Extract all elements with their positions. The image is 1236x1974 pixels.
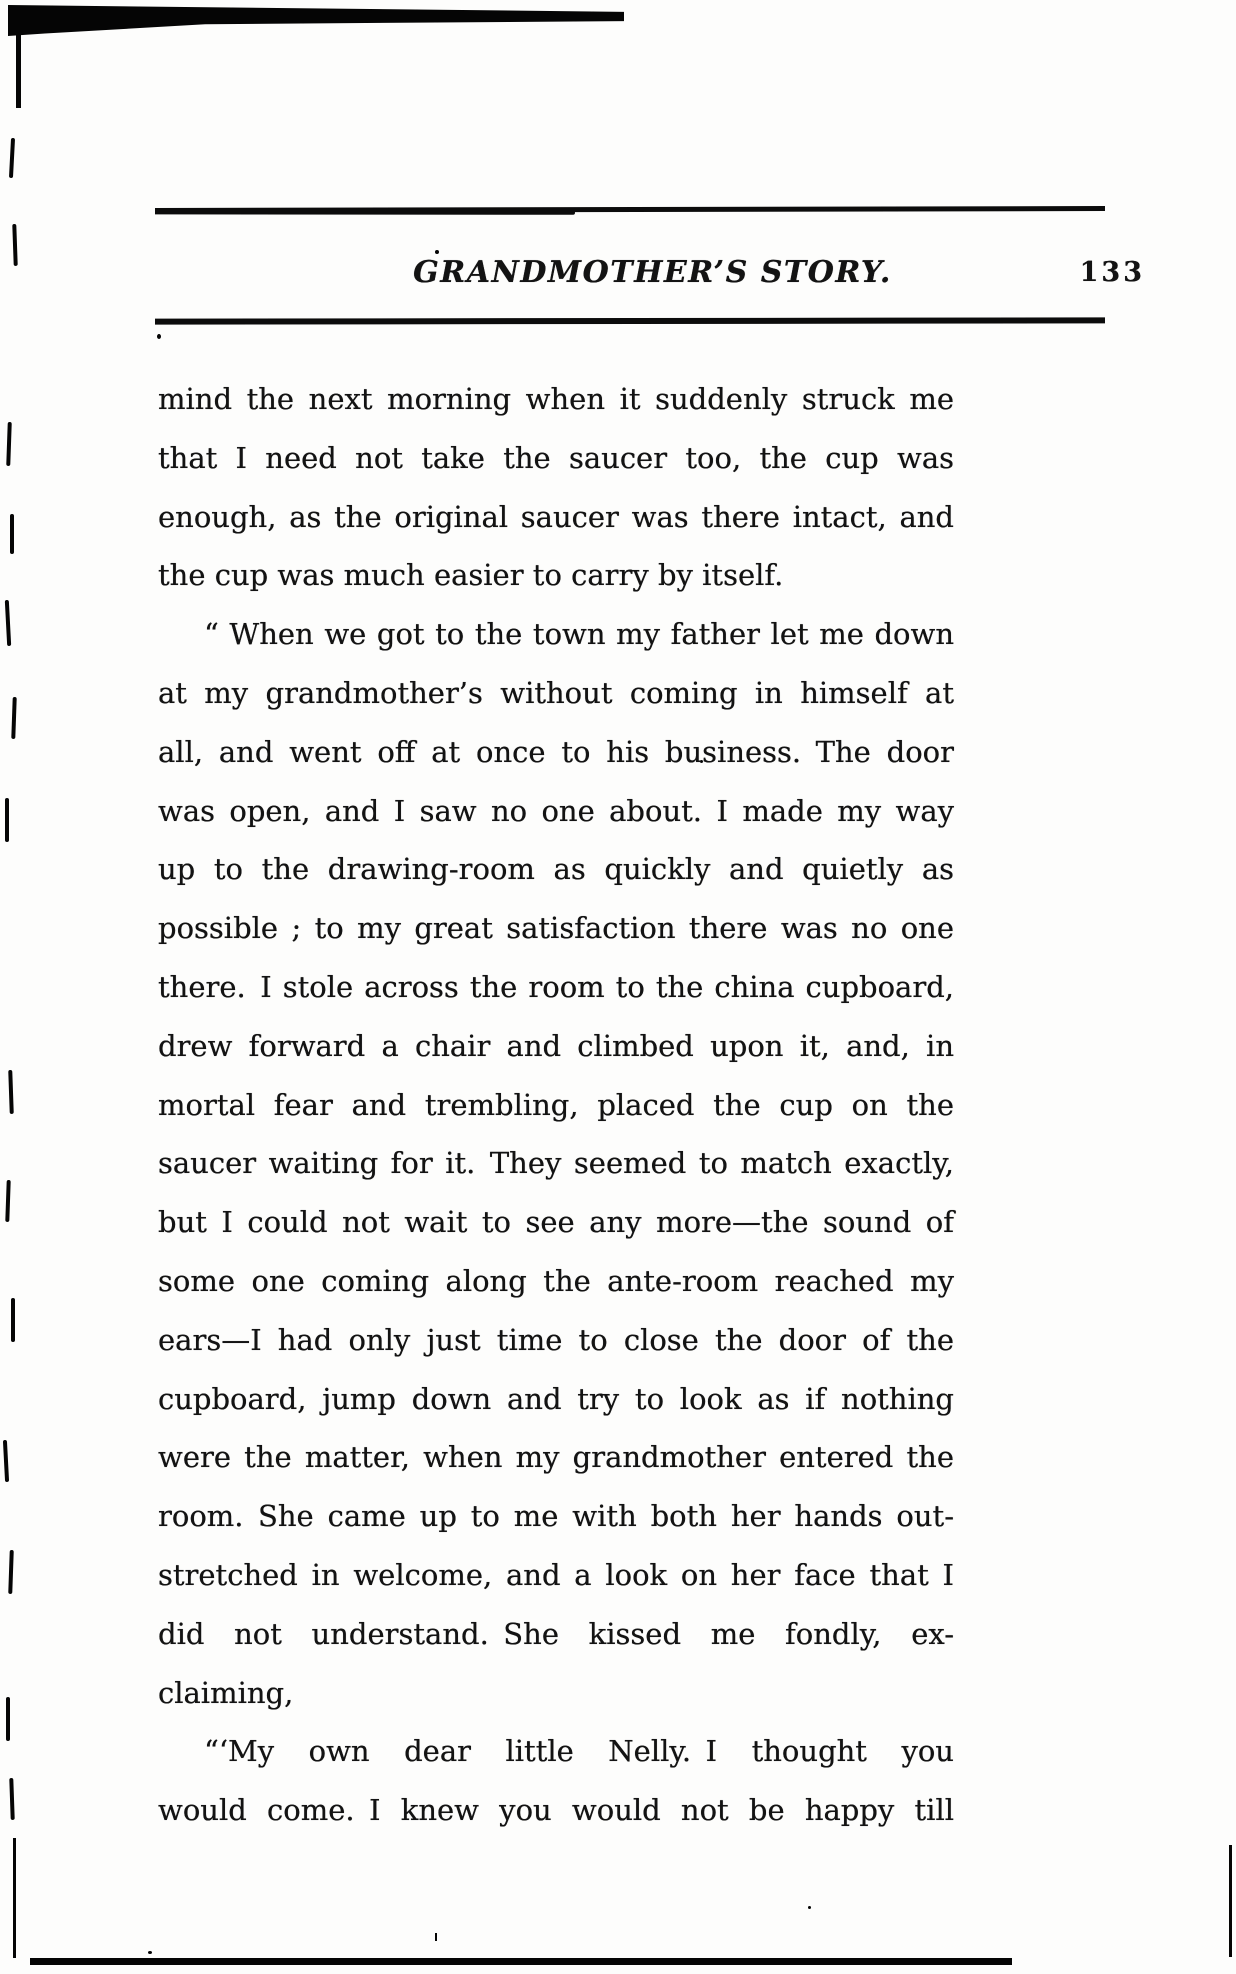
scan-artifact	[9, 138, 15, 178]
scan-artifact	[9, 1778, 14, 1820]
scan-artifact	[11, 697, 16, 739]
scan-artifact	[808, 1906, 811, 1909]
scan-artifact	[3, 1440, 9, 1482]
scan-artifact	[13, 1838, 16, 1958]
text-line: would come. I knew you would not be happy till	[158, 1793, 954, 1828]
header-rule-bottom	[155, 317, 1105, 324]
text-line: were the matter, when my grandmother entered the	[158, 1440, 954, 1475]
text-line: the cup was much easier to carry by itself.	[158, 558, 784, 593]
scan-artifact	[16, 28, 21, 108]
text-line: but I could not wait to see any more—the sound of	[158, 1205, 954, 1240]
text-line: at my grandmother’s without coming in himself at	[158, 675, 954, 710]
text-line: enough, as the original saucer was there intact, and	[158, 499, 954, 534]
text-line: cupboard, jump down and try to look as if nothing	[158, 1381, 954, 1416]
text-line: saucer waiting for it. They seemed to match exactly,	[158, 1146, 954, 1181]
body-text	[158, 370, 954, 1840]
page-header	[160, 250, 1145, 296]
scan-artifact	[8, 1070, 14, 1114]
scan-artifact-top-wedge	[8, 5, 624, 36]
text-line: stretched in welcome, and a look on her face that I	[158, 1557, 954, 1592]
text-line: all, and went off at once to his business. The door	[158, 734, 954, 769]
scan-artifact	[8, 1550, 14, 1594]
text-line: drew forward a chair and climbed upon it, and, in	[158, 1028, 954, 1063]
scan-artifact-bottom-rule	[30, 1958, 1012, 1965]
scan-artifact	[5, 1180, 10, 1222]
scan-artifact	[10, 514, 14, 554]
page-number: 133	[1079, 257, 1145, 288]
scan-artifact	[148, 1951, 152, 1954]
scan-artifact	[5, 798, 9, 842]
text-line: “‘My own dear little Nelly. I thought you	[204, 1734, 954, 1769]
text-line: mind the next morning when it suddenly struck me	[158, 382, 954, 416]
text-line: room. She came up to me with both her hands out-	[158, 1499, 954, 1534]
text-line: there. I stole across the room to the china cupboard,	[158, 969, 954, 1004]
scan-artifact	[11, 1298, 15, 1342]
scan-artifact	[5, 600, 11, 646]
header-rule-top	[155, 206, 1105, 213]
text-line: ears—I had only just time to close the door of the	[158, 1322, 954, 1357]
scan-artifact	[1229, 1845, 1232, 1957]
running-head-title: GRANDMOTHER’S STORY.	[413, 255, 892, 290]
text-line: was open, and I saw no one about. I made my way	[158, 793, 954, 828]
scan-artifact	[157, 334, 161, 339]
text-line: “ When we got to the town my father let me down	[204, 617, 954, 652]
text-line: that I need not take the saucer too, the cup was	[158, 440, 954, 475]
text-line: up to the drawing-room as quickly and quietly as	[158, 852, 954, 887]
scan-artifact	[12, 224, 17, 266]
scan-artifact	[435, 1933, 437, 1941]
text-line: claiming,	[158, 1675, 294, 1710]
scan-artifact	[6, 1697, 10, 1741]
text-line: some one coming along the ante-room reached my	[158, 1263, 954, 1298]
text-line: possible ; to my great satisfaction there was no one	[158, 911, 954, 946]
text-line: mortal fear and trembling, placed the cup on the	[158, 1087, 954, 1122]
text-line: did not understand. She kissed me fondly, ex-	[158, 1616, 954, 1651]
scan-artifact	[6, 422, 12, 466]
